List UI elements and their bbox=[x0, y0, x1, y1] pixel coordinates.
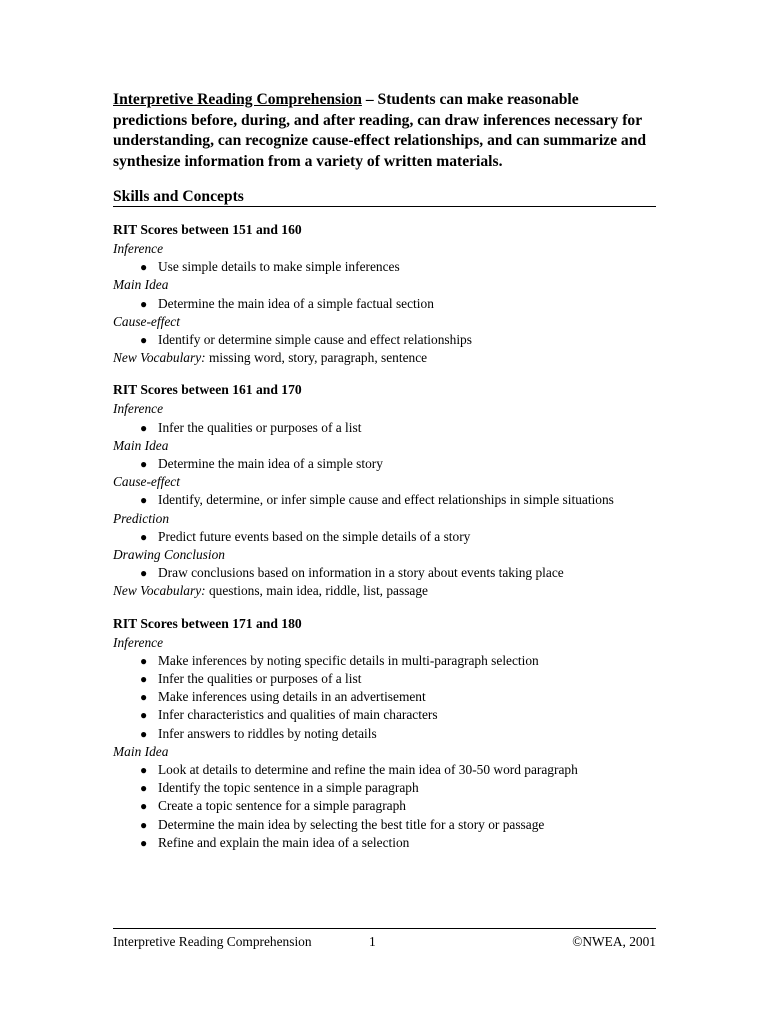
rit-band bbox=[113, 221, 656, 367]
skill-text: Identify the topic sentence in a simple paragraph bbox=[158, 780, 419, 796]
skill-text: Predict future events based on the simple details of a story bbox=[158, 528, 471, 544]
skill-list bbox=[113, 652, 656, 743]
skills-heading: Skills and Concepts bbox=[113, 188, 656, 207]
skill-text: Infer answers to riddles by noting details bbox=[158, 725, 377, 741]
bullet-icon: ● bbox=[140, 835, 148, 850]
skill-text: Infer the qualities or purposes of a list bbox=[158, 419, 362, 435]
bullet-icon: ● bbox=[140, 260, 148, 275]
skill-item bbox=[113, 652, 656, 670]
bullet-icon: ● bbox=[140, 566, 148, 581]
band-title: RIT Scores between 151 and 160 bbox=[113, 222, 302, 237]
vocab-label: New Vocabulary: bbox=[113, 350, 206, 366]
skill-list bbox=[113, 491, 656, 509]
skill-text: Look at details to determine and refine the main idea of 30-50 word paragraph bbox=[158, 762, 578, 778]
bullet-icon: ● bbox=[140, 672, 148, 687]
intro-paragraph bbox=[113, 90, 656, 172]
band-title: RIT Scores between 171 and 180 bbox=[113, 615, 302, 631]
skill-item bbox=[113, 779, 656, 797]
bullet-icon: ● bbox=[140, 333, 148, 348]
footer-copyright: ©NWEA, 2001 bbox=[572, 934, 656, 949]
page-footer bbox=[113, 928, 656, 949]
bullet-icon: ● bbox=[140, 763, 148, 778]
skill-text: Identify or determine simple cause and effect relationships bbox=[158, 332, 472, 348]
skill-text: Identify, determine, or infer simple cause and effect relationships in simple situations bbox=[158, 492, 614, 508]
footer-page-number: 1 bbox=[369, 934, 376, 949]
category-label: Inference bbox=[113, 401, 164, 417]
skill-list bbox=[113, 331, 656, 349]
category-label: Cause-effect bbox=[113, 474, 180, 490]
bullet-icon: ● bbox=[140, 799, 148, 814]
new-vocabulary bbox=[113, 349, 656, 367]
skill-item bbox=[113, 761, 656, 779]
skill-item bbox=[113, 706, 656, 724]
skill-list bbox=[113, 455, 656, 473]
new-vocabulary bbox=[113, 582, 656, 600]
footer-title: Interpretive Reading Comprehension bbox=[113, 934, 312, 949]
bullet-icon: ● bbox=[140, 296, 148, 311]
rit-band bbox=[113, 615, 656, 852]
bullet-icon: ● bbox=[140, 690, 148, 705]
skill-item bbox=[113, 419, 656, 437]
intro-lead: Interpretive Reading Comprehension bbox=[113, 91, 362, 108]
skill-text: Determine the main idea of a simple story bbox=[158, 456, 383, 472]
category-label: Inference bbox=[113, 241, 164, 256]
skill-text: Determine the main idea by selecting the best title for a story or passage bbox=[158, 816, 545, 832]
vocab-text: missing word, story, paragraph, sentence bbox=[205, 350, 428, 366]
vocab-label: New Vocabulary: bbox=[113, 583, 206, 599]
band-title: RIT Scores between 161 and 170 bbox=[113, 382, 302, 398]
bullet-icon: ● bbox=[140, 653, 148, 668]
skill-item bbox=[113, 258, 656, 276]
bullet-icon: ● bbox=[140, 708, 148, 723]
skill-text: Draw conclusions based on information in a story about events taking place bbox=[158, 565, 564, 581]
intro-text: – Students can make reasonable predictions before, during, and after reading, can draw inferences necessary for understanding, can recognize cause-effect relationships, and can summarize and synthesize information from a variety of written materials. bbox=[113, 91, 647, 170]
skill-item bbox=[113, 295, 656, 313]
category-label: Inference bbox=[113, 634, 164, 650]
skill-list bbox=[113, 295, 656, 313]
bullet-icon: ● bbox=[140, 457, 148, 472]
vocab-text: questions, main idea, riddle, list, passage bbox=[205, 583, 428, 599]
skill-list bbox=[113, 419, 656, 437]
skill-text: Infer characteristics and qualities of main characters bbox=[158, 707, 438, 723]
skill-item bbox=[113, 331, 656, 349]
bullet-icon: ● bbox=[140, 781, 148, 796]
category-label: Drawing Conclusion bbox=[113, 547, 225, 563]
category-label: Main Idea bbox=[113, 437, 169, 453]
skill-item bbox=[113, 834, 656, 852]
skill-item bbox=[113, 688, 656, 706]
skill-text: Infer the qualities or purposes of a list bbox=[158, 671, 362, 687]
skill-item bbox=[113, 528, 656, 546]
bullet-icon: ● bbox=[140, 726, 148, 741]
skill-item bbox=[113, 725, 656, 743]
bullet-icon: ● bbox=[140, 529, 148, 544]
rit-band bbox=[113, 381, 656, 600]
document-page bbox=[113, 90, 656, 852]
category-label: Prediction bbox=[113, 510, 170, 526]
skill-text: Determine the main idea of a simple factual section bbox=[158, 295, 434, 311]
skill-text: Make inferences by noting specific details in multi-paragraph selection bbox=[158, 652, 539, 668]
skill-text: Create a topic sentence for a simple paragraph bbox=[158, 798, 406, 814]
skill-item bbox=[113, 797, 656, 815]
skill-item bbox=[113, 564, 656, 582]
category-label: Cause-effect bbox=[113, 313, 180, 329]
skill-item bbox=[113, 670, 656, 688]
category-label: Main Idea bbox=[113, 277, 169, 293]
skill-text: Use simple details to make simple inferences bbox=[158, 259, 400, 275]
skill-list bbox=[113, 761, 656, 852]
skill-list bbox=[113, 564, 656, 582]
bands-container bbox=[113, 221, 656, 852]
skill-list bbox=[113, 528, 656, 546]
bullet-icon: ● bbox=[140, 420, 148, 435]
skill-item bbox=[113, 816, 656, 834]
skill-text: Make inferences using details in an advertisement bbox=[158, 689, 426, 705]
skill-list bbox=[113, 258, 656, 276]
skill-item bbox=[113, 455, 656, 473]
skill-text: Refine and explain the main idea of a selection bbox=[158, 834, 410, 850]
bullet-icon: ● bbox=[140, 493, 148, 508]
category-label: Main Idea bbox=[113, 743, 169, 759]
skill-item bbox=[113, 491, 656, 509]
bullet-icon: ● bbox=[140, 817, 148, 832]
